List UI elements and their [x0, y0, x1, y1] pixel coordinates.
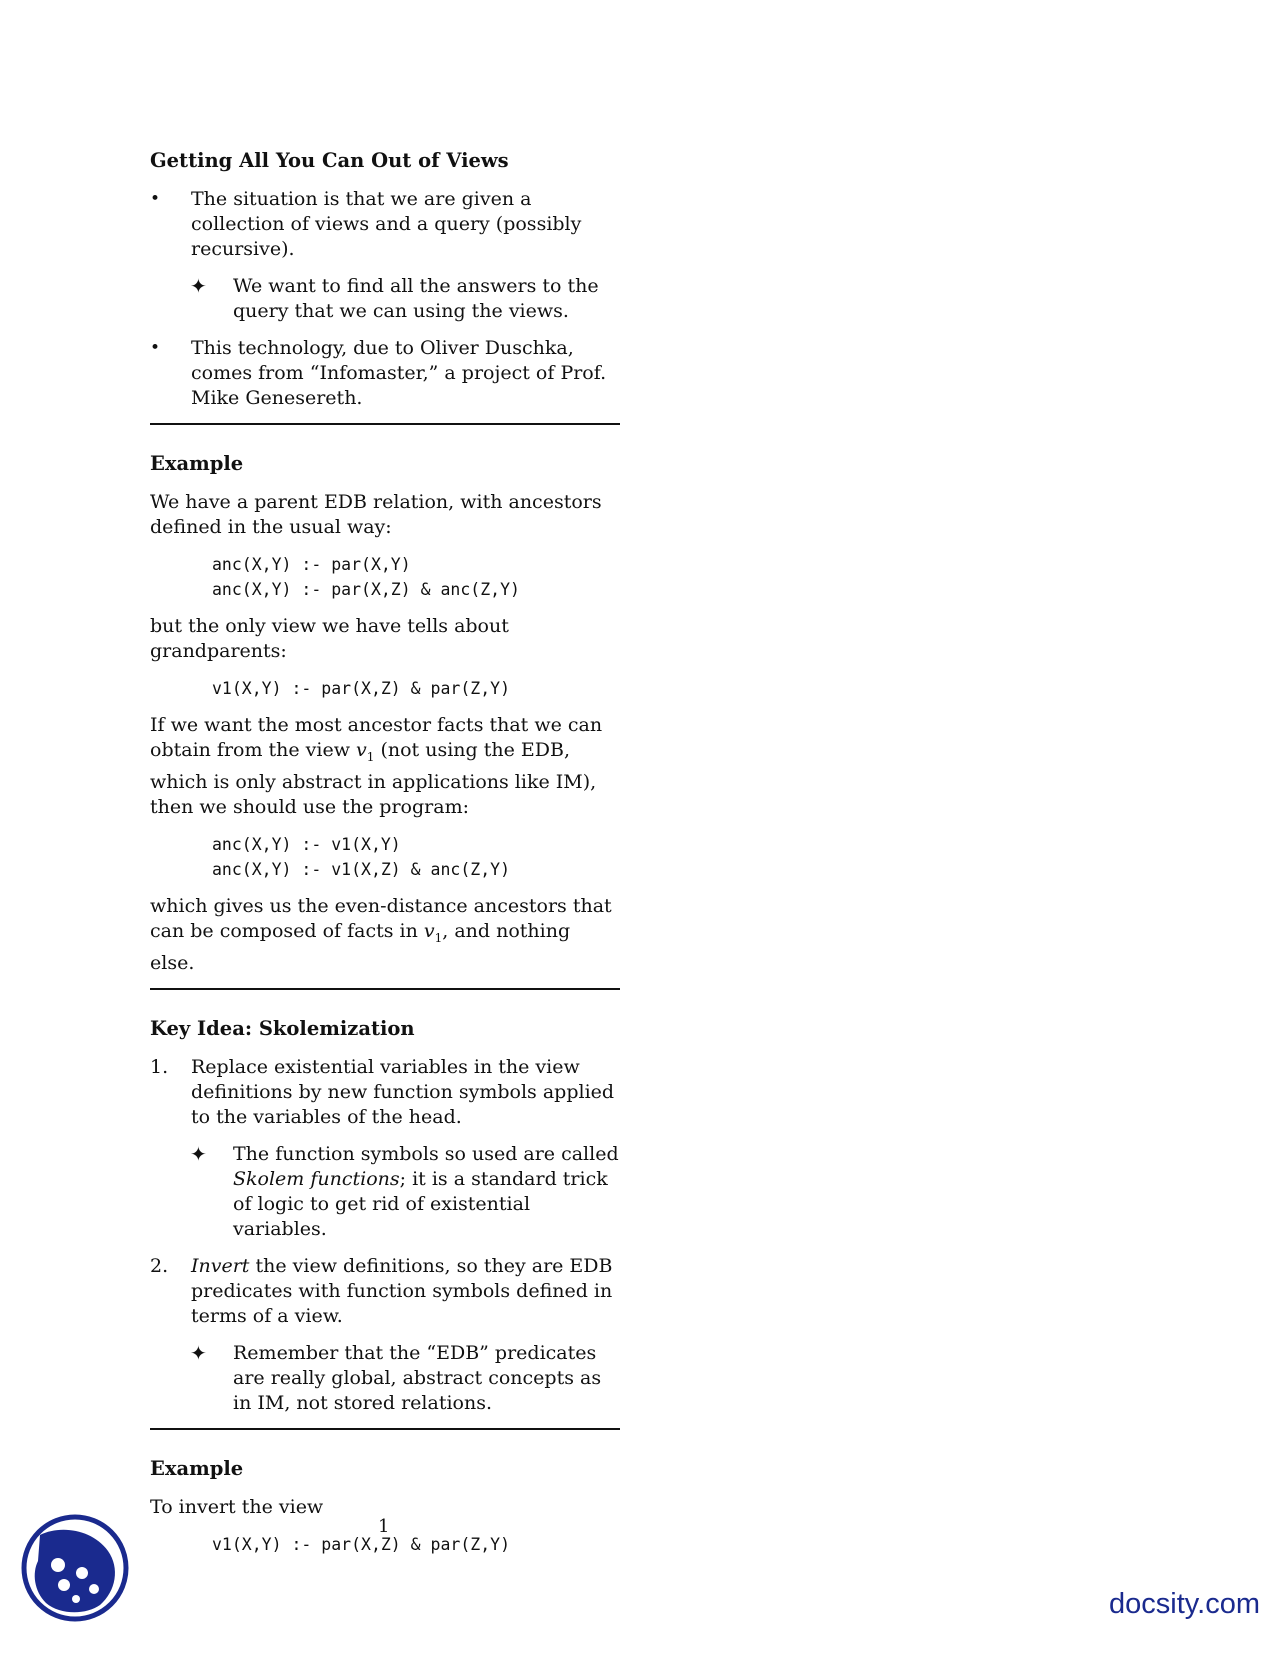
emphasis-text: Invert [191, 1254, 250, 1277]
code-line: anc(X,Y) :- v1(X,Y) [212, 834, 401, 854]
sub-item-text: Remember that the “EDB” predicates are really global, abstract concepts as in IM, not stored relations. [233, 1341, 602, 1414]
text-run: The function symbols so used are called [233, 1142, 619, 1165]
bullet-marker: • [150, 189, 161, 209]
code-line: anc(X,Y) :- par(X,Z) & anc(Z,Y) [212, 580, 520, 599]
paragraph-most-ancestor [150, 713, 620, 820]
text-run: If we want the most ancestor facts that we can obtain from the view [150, 714, 603, 761]
paragraph-even-distance [150, 894, 620, 976]
paragraph-parent-edb: We have a parent EDB relation, with ancestors defined in the usual way: [150, 491, 602, 538]
section-divider [150, 423, 620, 425]
sub-item-find-answers [150, 274, 620, 324]
code-line: anc(X,Y) :- par(X,Y) [212, 555, 411, 574]
section-divider [150, 1428, 620, 1430]
paragraph-invert-view: To invert the view [150, 1495, 324, 1518]
four-point-star-icon: ✦ [190, 274, 207, 298]
four-point-star-icon: ✦ [190, 1141, 207, 1166]
code-block-program [150, 832, 620, 882]
numbered-item-text: Replace existential variables in the view definitions by new function symbols applied to the variables of the head. [191, 1055, 615, 1128]
sub-item-edb-predicates [150, 1341, 620, 1416]
code-block-anc [150, 552, 620, 602]
item-number: 1. [150, 1055, 169, 1078]
sub-item-skolem-functions [150, 1142, 620, 1242]
docsity-brand-link[interactable]: docsity.com [1109, 1588, 1260, 1620]
section-title-skolemization: Key Idea: Skolemization [150, 1016, 415, 1040]
code-line: anc(X,Y) :- v1(X,Z) & anc(Z,Y) [212, 859, 511, 879]
paragraph-grandparents: but the only view we have tells about grandparents: [150, 615, 509, 662]
bullet-text: The situation is that we are given a collection of views and a query (possibly recursive). [191, 188, 582, 260]
bullet-text: This technology, due to Oliver Duschka, comes from “Infomaster,” a project of Prof. Mike Genesereth. [191, 337, 607, 409]
document-column [150, 148, 620, 1569]
code-line: v1(X,Y) :- par(X,Z) & par(Z,Y) [212, 679, 511, 698]
section-title-views: Getting All You Can Out of Views [150, 149, 509, 172]
code-block-view [150, 676, 620, 701]
item-number: 2. [150, 1254, 169, 1277]
numbered-item-1 [150, 1055, 620, 1130]
text-run: the view definitions, so they are EDB predicates with function symbols defined in terms of a view. [191, 1254, 613, 1327]
numbered-item-2 [150, 1254, 620, 1329]
docsity-logo-icon [20, 1513, 130, 1623]
view-variable: $v_1$ [423, 919, 443, 945]
bullet-marker: • [150, 338, 161, 358]
bullet-item-situation [150, 187, 620, 262]
section-divider [150, 988, 620, 990]
four-point-star-icon: ✦ [190, 1340, 207, 1365]
text-run: ; it is a standard trick of logic to get rid of existential variables. [233, 1167, 608, 1240]
page-number: 1 [378, 1516, 390, 1537]
code-line: v1(X,Y) :- par(X,Z) & par(Z,Y) [212, 1534, 511, 1554]
bullet-item-technology [150, 336, 620, 411]
text-run: (not using the EDB, which is only abstract in applications like IM), then we should use the program: [150, 739, 597, 818]
emphasis-text: Skolem functions [233, 1167, 400, 1190]
section-title-example-2: Example [150, 1456, 244, 1480]
text-run: , and nothing else. [150, 919, 571, 974]
sub-item-text: We want to find all the answers to the query that we can using the views. [233, 275, 599, 322]
section-title-example: Example [150, 452, 244, 475]
view-variable: $v_1$ [356, 739, 375, 764]
text-run: which gives us the even-distance ancestors that can be composed of facts in [150, 894, 612, 942]
